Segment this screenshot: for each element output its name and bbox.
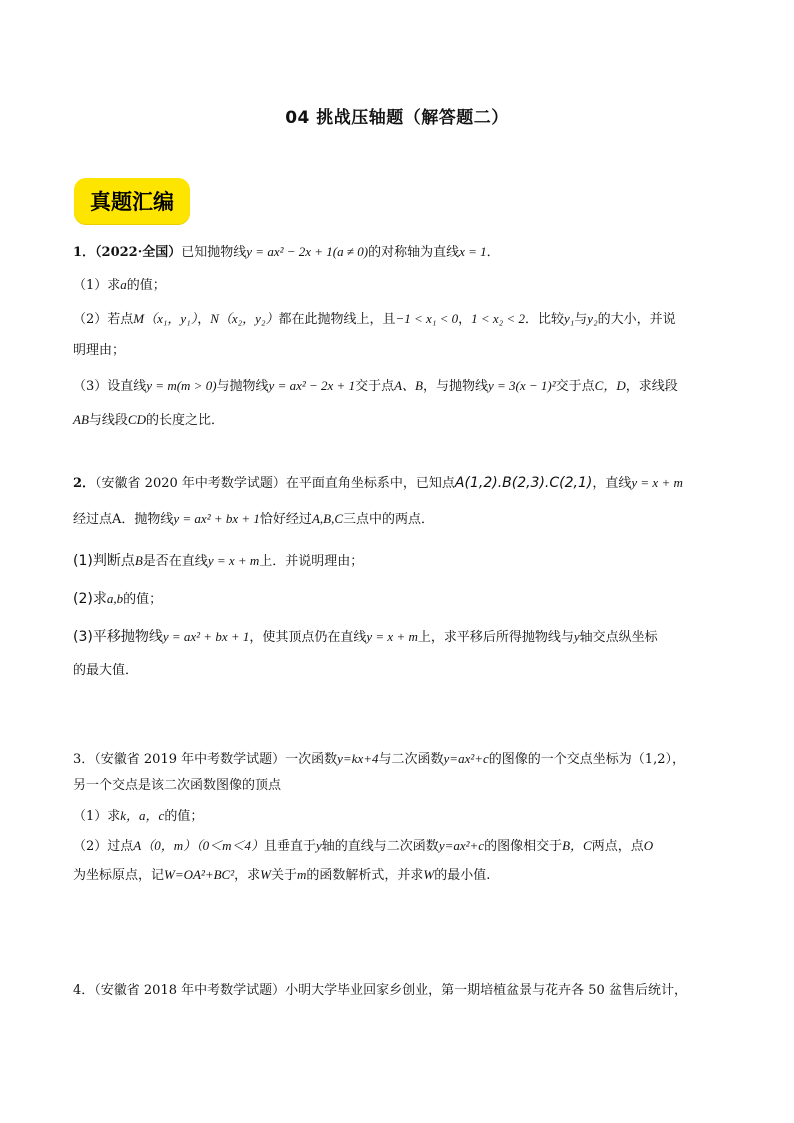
q3-stem: 3．（安徽省 2019 年中考数学试题）一次函数y=kx+4与二次函数y=ax²+c的图像的一个交点坐标为（1,2）， <box>73 751 685 767</box>
q1-part2: （2）若点M（x₁，y₁），N（x₂，y₂）都在此抛物线上，且−1 < x₁ < 0，1 < x₂ < 2．比较y₁与y₂的大小，并说 <box>73 311 676 327</box>
q3-number: 3． <box>73 752 95 767</box>
q3-part1: （1）求k，a，c的值； <box>73 808 204 824</box>
q1-part1: （1）求a的值； <box>73 277 166 293</box>
q1-stem: 1．（2022·全国）已知抛物线y = ax² − 2x + 1(a ≠ 0)的对称轴为直线x = 1． <box>73 244 500 260</box>
q2-source: （安徽省 2020 年中考数学试题） <box>95 476 286 491</box>
q2-number: 2． <box>73 476 96 491</box>
q1-part2-cont: 明理由； <box>73 343 126 358</box>
q2-part3: (3)平移抛物线y = ax² + bx + 1，使其顶点仍在直线y = x + m上，求平移后所得抛物线与y轴交点纵坐标 <box>73 629 658 645</box>
q2-part2: (2)求a,b的值； <box>73 591 163 607</box>
q4-number: 4． <box>73 983 95 998</box>
q2-stem: 2．（安徽省 2020 年中考数学试题）在平面直角坐标系中，已知点A(1,2).B(2,3).C(2,1)，直线y = x + m <box>73 475 683 491</box>
page-title: 04 挑战压轴题（解答题二） <box>285 108 509 128</box>
q4-stem: 4．（安徽省 2018 年中考数学试题）小明大学毕业回家乡创业，第一期培植盆景与花卉各 50 盆售后统计， <box>73 983 687 998</box>
q2-points: A(1,2).B(2,3).C(2,1) <box>454 475 593 491</box>
q3-stem-cont: 另一个交点是该二次函数图像的顶点 <box>73 778 282 793</box>
q1-part3-cont: AB与线段CD的长度之比． <box>73 412 224 428</box>
section-badge: 真题汇编 <box>74 178 190 224</box>
q3-part2: （2）过点A（0，m）（0＜m＜4）且垂直于y轴的直线与二次函数y=ax²+c的图像相交于B，C两点，点O <box>73 838 654 854</box>
q1-parabola-eq: y = ax² − 2x + 1(a ≠ 0) <box>246 244 369 259</box>
q2-part1: (1)判断点B是否在直线y = x + m上．并说明理由； <box>73 553 364 569</box>
q3-source: （安徽省 2019 年中考数学试题） <box>94 752 286 767</box>
q2-part3-cont: 的最大值． <box>73 663 139 678</box>
q1-axis-eq: x = 1 <box>459 244 487 259</box>
q1-part3: （3）设直线y = m(m > 0)与抛物线y = ax² − 2x + 1交于点A、B，与抛物线y = 3(x − 1)²交于点C，D，求线段 <box>73 378 678 394</box>
q4-source: （安徽省 2018 年中考数学试题） <box>94 983 286 998</box>
q1-number: 1． <box>73 245 96 260</box>
q1-source: （2022·全国） <box>95 245 182 260</box>
q3-part2-cont: 为坐标原点，记W=OA²+BC²，求W关于m的函数解析式，并求W的最小值. <box>73 867 491 883</box>
q2-stem-cont: 经过点A．抛物线y = ax² + bx + 1恰好经过A,B,C三点中的两点． <box>73 511 435 527</box>
